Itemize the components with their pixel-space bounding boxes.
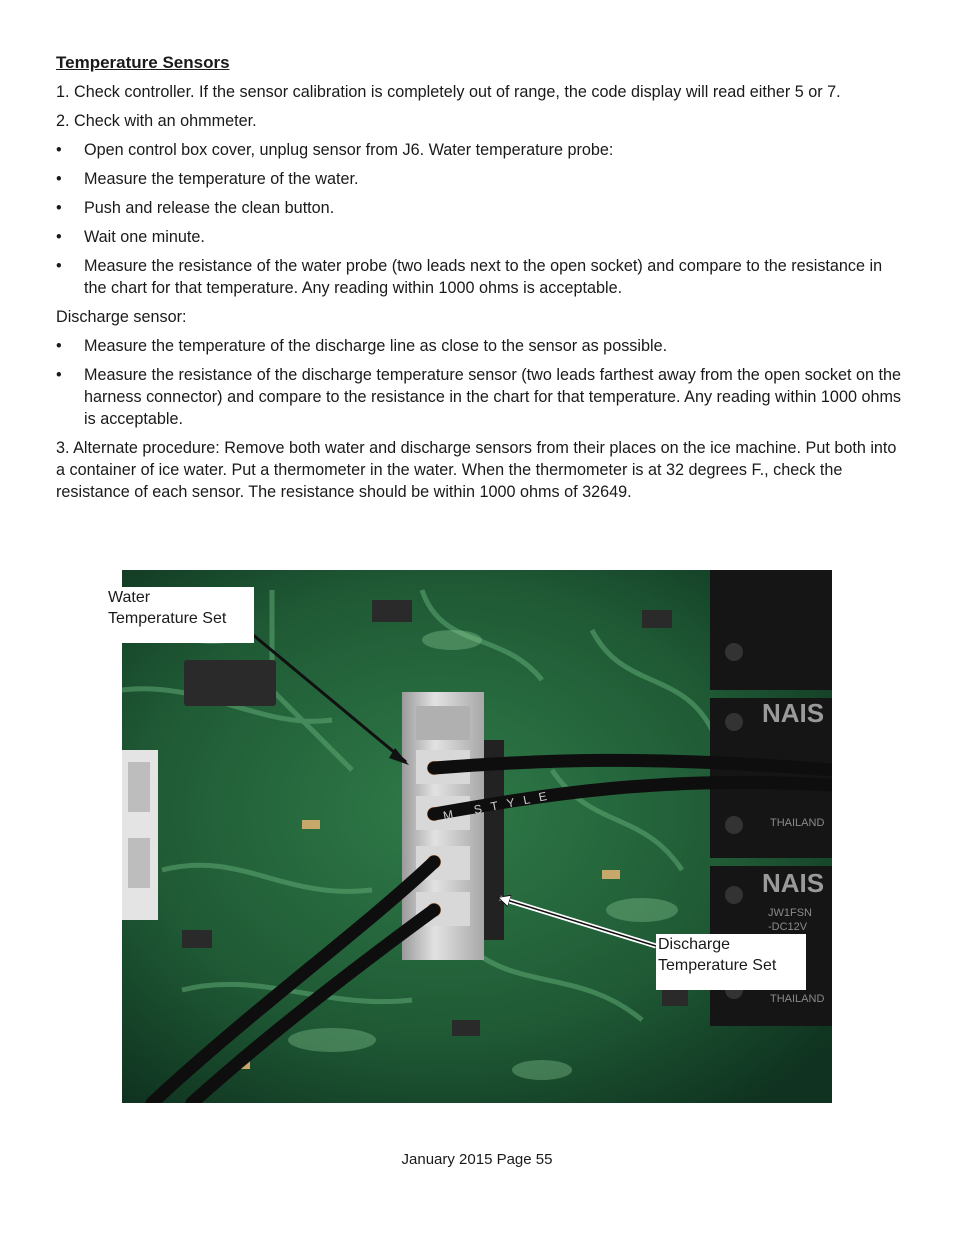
page-footer: January 2015 Page 55 [401, 1151, 553, 1168]
step-3: 3. Alternate procedure: Remove both water and discharge sensors from their places on the ice machine. Put both into a container of ice water. Put a thermometer in the water. When the thermometer is at 32 degrees F., check the resistance of each sensor. The resistance should be within 1000 ohms of 32649. [56, 439, 897, 501]
list-item-text: Measure the temperature of the water. [84, 170, 359, 188]
list-item [56, 335, 902, 357]
list-item-text: Measure the resistance of the discharge temperature sensor (two leads farthest away from the open socket on the harness connector) and compare to the resistance in the chart for that temperature. Any reading within 1000 ohms is acceptable. [84, 366, 902, 428]
document-body [56, 52, 902, 510]
water-temperature-callout [106, 587, 254, 643]
discharge-temperature-callout [656, 934, 806, 990]
relay-brand-mark: NAIS [762, 868, 825, 898]
step-1: 1. Check controller. If the sensor calibration is completely out of range, the code display will read either 5 or 7. [56, 83, 841, 101]
list-item [56, 139, 902, 161]
bullet-dot: • [56, 337, 62, 355]
callout-line: Discharge [658, 936, 731, 953]
list-item [56, 364, 902, 430]
list-item-text: Wait one minute. [84, 228, 205, 246]
bullet-dot: • [56, 366, 62, 384]
section-title: Temperature Sensors [56, 53, 230, 72]
relay-model-mark: JW1FSN [768, 907, 812, 919]
list-item-text: Open control box cover, unplug sensor from J6. Water temperature probe: [84, 141, 614, 159]
relay-country-mark: THAILAND [770, 817, 825, 829]
list-item [56, 255, 902, 299]
circuit-board-illustration [122, 570, 832, 1103]
bullet-dot: • [56, 141, 62, 159]
relay-brand-mark: NAIS [762, 698, 825, 728]
step-2: 2. Check with an ohmmeter. [56, 112, 257, 130]
callout-line: Water [108, 589, 151, 606]
cable-print: M STYLE [441, 787, 557, 823]
discharge-sensor-label: Discharge sensor: [56, 308, 187, 326]
callout-line: Temperature Set [108, 610, 227, 627]
bullet-dot: • [56, 170, 62, 188]
bullet-dot: • [56, 199, 62, 217]
bullet-dot: • [56, 257, 62, 275]
list-item [56, 197, 902, 219]
list-item-text: Measure the resistance of the water probe (two leads next to the open socket) and compare to the resistance in the chart for that temperature. Any reading within 1000 ohms is acceptable. [84, 257, 883, 297]
list-item-text: Push and release the clean button. [84, 199, 335, 217]
bullet-dot: • [56, 228, 62, 246]
relay-rating-mark: -DC12V [768, 921, 808, 933]
relay-country-mark: THAILAND [770, 993, 825, 1005]
list-item-text: Measure the temperature of the discharge line as close to the sensor as possible. [84, 337, 668, 355]
list-item [56, 226, 902, 248]
circuit-board-photo [122, 570, 832, 1103]
callout-line: Temperature Set [658, 957, 777, 974]
list-item [56, 168, 902, 190]
